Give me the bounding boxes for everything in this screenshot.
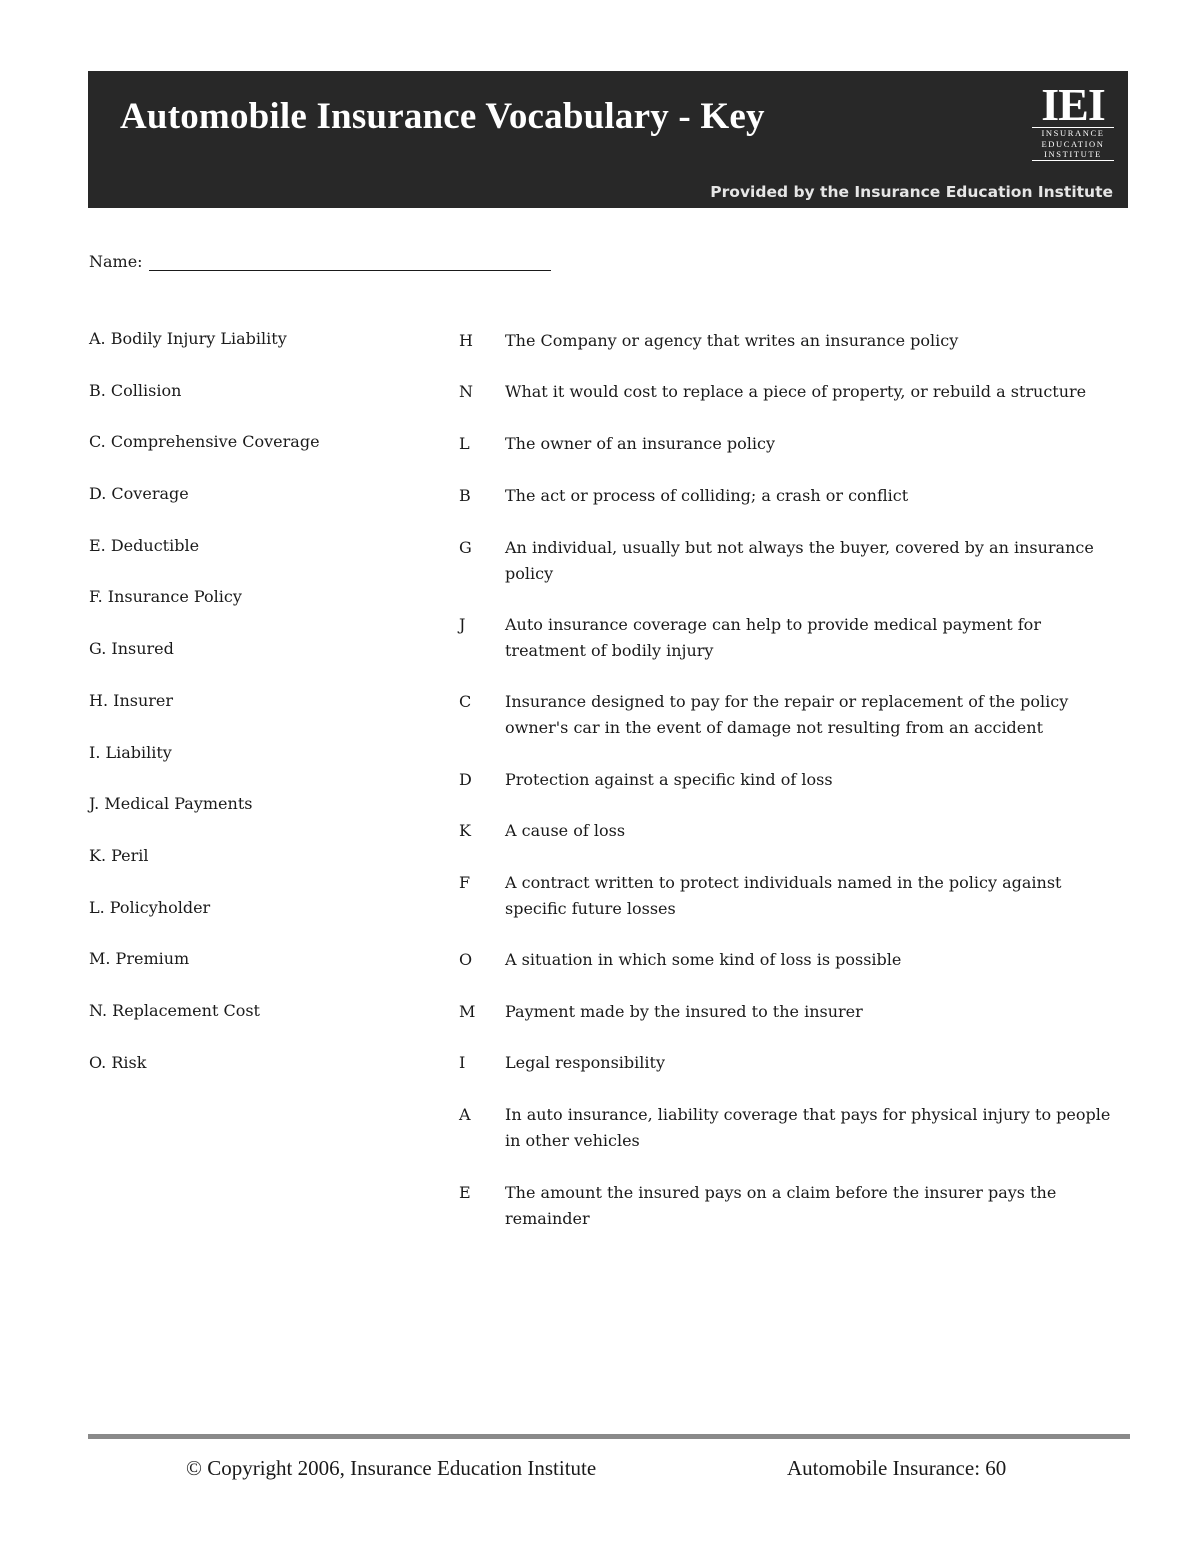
term-item: K. Peril [89,845,149,865]
answer-letter: J [459,615,466,634]
definition-item [459,328,1139,354]
term-item: D. Coverage [89,484,189,504]
definition-text: Legal responsibility [505,1053,665,1072]
footer-copyright: © Copyright 2006, Insurance Education Institute [186,1456,597,1480]
term-item: M. Premium [89,949,190,969]
definition-item [459,431,1139,457]
definition-item [459,689,1139,741]
name-label: Name: [89,252,143,271]
definition-item [459,947,1139,973]
term-item: B. Collision [89,380,182,400]
definition-text: The owner of an insurance policy [505,434,775,453]
logo-line: EDUCATION [1041,138,1105,149]
name-field [89,252,551,271]
definition-text: What it would cost to replace a piece of property, or rebuild a structure [505,382,1087,401]
answer-letter: M [459,1002,476,1021]
term-item: F. Insurance Policy [89,587,242,607]
answer-letter: A [459,1105,471,1124]
answer-letter: E [459,1183,471,1202]
logo-subtitle [1032,127,1114,161]
footer-divider [88,1434,1130,1439]
answer-letter: G [459,538,472,557]
answer-letter: I [459,1053,466,1072]
definition-item [459,535,1139,587]
provided-by-text: Provided by the Insurance Education Institute [710,183,1113,201]
answer-letter: H [459,331,473,350]
term-item: I. Liability [89,742,172,762]
term-item: G. Insured [89,639,174,659]
term-item: H. Insurer [89,690,174,710]
definition-item [459,612,1139,664]
footer-page-number: Automobile Insurance: 60 [787,1456,1007,1480]
terms-list [89,328,429,1103]
answer-letter: N [459,382,473,401]
answer-letter: C [459,692,472,711]
definition-item [459,483,1139,509]
definition-text: The amount the insured pays on a claim before the insurer pays the remainder [505,1183,1057,1228]
answer-letter: D [459,770,472,789]
logo-line: INSTITUTE [1032,149,1114,161]
definition-item [459,999,1139,1025]
definition-item [459,818,1139,844]
term-item: A. Bodily Injury Liability [89,329,287,348]
definition-text: Auto insurance coverage can help to provide medical payment for treatment of bodily injury [505,615,1041,660]
definition-text: Payment made by the insured to the insurer [505,1002,863,1021]
answer-letter: K [459,821,471,840]
term-item: O. Risk [89,1052,147,1072]
definition-item [459,379,1139,405]
definition-text: Insurance designed to pay for the repair or replacement of the policy owner's car in the event of damage not resulting from an accident [505,692,1069,737]
definition-text: Protection against a specific kind of loss [505,770,833,789]
definition-text: A cause of loss [505,821,626,840]
definition-item [459,1050,1139,1076]
definition-text: The Company or agency that writes an insurance policy [505,331,959,350]
page-title: Automobile Insurance Vocabulary - Key [120,96,765,137]
definition-text: In auto insurance, liability coverage that pays for physical injury to people in other vehicles [505,1105,1111,1150]
answer-letter: L [459,434,470,453]
term-item: C. Comprehensive Coverage [89,432,320,452]
logo-line: INSURANCE [1032,127,1114,139]
logo-mark: IEI [1041,79,1105,130]
term-item: L. Policyholder [89,897,211,917]
definition-item [459,870,1139,922]
definition-item [459,1180,1139,1232]
definition-item [459,767,1139,793]
header-banner [88,71,1128,208]
definition-text: A situation in which some kind of loss is possible [505,950,902,969]
term-item: J. Medical Payments [89,794,253,814]
definition-item [459,1102,1139,1154]
definition-text: An individual, usually but not always the buyer, covered by an insurance policy [505,538,1094,583]
iei-logo [1032,79,1114,161]
term-item: E. Deductible [89,535,200,555]
answer-letter: B [459,486,471,505]
answer-letter: F [459,873,471,892]
definition-text: The act or process of colliding; a crash or conflict [505,486,909,505]
definition-text: A contract written to protect individuals named in the policy against specific future losses [505,873,1062,918]
answer-letter: O [459,950,473,969]
term-item: N. Replacement Cost [89,1000,260,1020]
name-blank-line [149,253,551,271]
